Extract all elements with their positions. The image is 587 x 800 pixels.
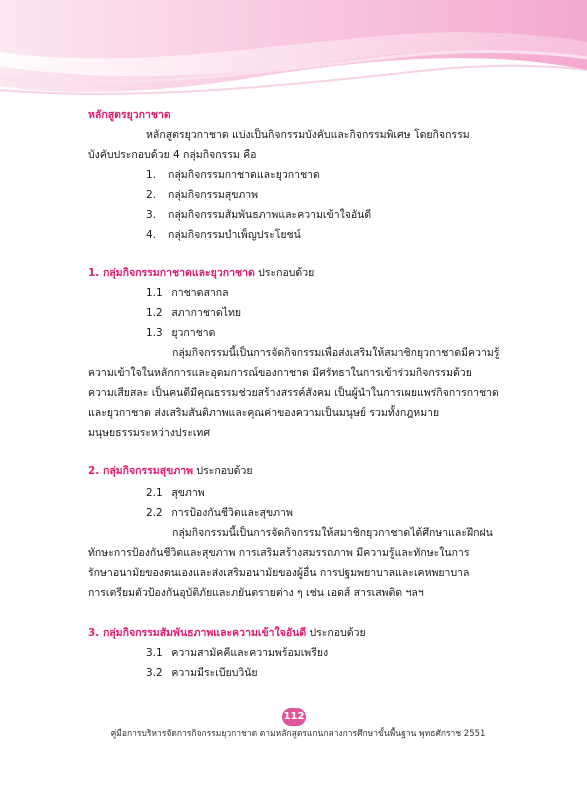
subitem — [146, 646, 328, 660]
subitem — [146, 506, 293, 520]
paragraph-line: ความเสียสละ เป็นคนดีมีคุณธรรมช่วยสร้างสรรค์สังคม เป็นผู้นำในการเผยแพร่กิจการกาชาด — [88, 387, 499, 399]
subitem-number: 2.2 — [146, 507, 163, 519]
paragraph-line: ทักษะการป้องกันชีวิตและสุขภาพ การเสริมสร้างสมรรถภาพ มีความรู้และทักษะในการ — [88, 547, 470, 559]
subitem — [146, 286, 229, 300]
section-heading — [88, 266, 314, 280]
paragraph-line: กลุ่มกิจกรรมนี้เป็นการจัดกิจกรรมให้สมาชิกยุวกาชาดได้ศึกษาและฝึกฝน — [172, 527, 493, 539]
section-3-suffix: ประกอบด้วย — [309, 627, 366, 639]
subitem-text: สภากาชาดไทย — [171, 307, 242, 319]
list-item — [146, 188, 258, 202]
section-1-suffix: ประกอบด้วย — [258, 267, 315, 279]
list-item — [146, 208, 371, 222]
list-item-text: กลุ่มกิจกรรมกาชาดและยุวกาชาด — [168, 169, 320, 181]
document-title: หลักสูตรยุวกาชาด — [88, 109, 171, 121]
list-item-number: 1. — [146, 169, 157, 181]
subitem — [146, 326, 216, 340]
subitem-text: ความสามัคคีและความพร้อมเพรียง — [171, 647, 329, 659]
subitem-text: สุขภาพ — [171, 487, 205, 499]
paragraph-line: มนุษยธรรมระหว่างประเทศ — [88, 427, 211, 439]
intro-line-2: บังคับประกอบด้วย 4 กลุ่มกิจกรรม คือ — [88, 149, 257, 161]
list-item — [146, 168, 320, 182]
paragraph-line: การเตรียมตัวป้องกันอุบัติภัยและภยันตรายต่าง ๆ เช่น เอดส์ สารเสพติด ฯลฯ — [88, 587, 424, 599]
subitem-number: 1.3 — [146, 327, 163, 339]
subitem-number: 3.2 — [146, 667, 163, 679]
subitem-text: กาชาดสากล — [171, 287, 229, 299]
list-item-number: 2. — [146, 189, 157, 201]
subitem — [146, 666, 258, 680]
paragraph-line: รักษาอนามัยของตนเองและส่งเสริมอนามัยของผู้อื่น การปฐมพยาบาลและเคหพยาบาล — [88, 567, 470, 579]
section-heading — [88, 626, 366, 640]
subitem-number: 2.1 — [146, 487, 163, 499]
list-item-text: กลุ่มกิจกรรมบำเพ็ญประโยชน์ — [168, 229, 301, 241]
subitem — [146, 306, 241, 320]
subitem-number: 3.1 — [146, 647, 163, 659]
list-item-number: 3. — [146, 209, 157, 221]
paragraph-line: และยุวกาชาด ส่งเสริมสันติภาพและคุณค่าของความเป็นมนุษย์ รวมทั้งกฎหมาย — [88, 407, 440, 419]
list-item — [146, 228, 301, 242]
page-number-badge: 112 — [282, 708, 306, 726]
subitem-number: 1.2 — [146, 307, 163, 319]
list-item-text: กลุ่มกิจกรรมสัมพันธภาพและความเข้าใจอันดี — [168, 209, 372, 221]
section-2-title: 2. กลุ่มกิจกรรมสุขภาพ — [88, 465, 194, 477]
subitem — [146, 486, 205, 500]
paragraph-line: ความเข้าใจในหลักการและอุดมการณ์ของกาชาด มีศรัทธาในการเข้าร่วมกิจกรรมด้วย — [88, 367, 472, 379]
paragraph-line: กลุ่มกิจกรรมนี้เป็นการจัดกิจกรรมเพื่อส่งเสริมให้สมาชิกยุวกาชาดมีความรู้ — [172, 347, 500, 359]
subitem-text: ยุวกาชาด — [171, 327, 216, 339]
list-item-number: 4. — [146, 229, 157, 241]
page-footer: คู่มือการบริหารจัดการกิจกรรมยุวกาชาด ตามหลักสูตรแกนกลางการศึกษาขั้นพื้นฐาน พุทธศักราช 2551 — [110, 729, 486, 739]
subitem-text: ความมีระเบียบวินัย — [171, 667, 258, 679]
section-3-title: 3. กลุ่มกิจกรรมสัมพันธภาพและความเข้าใจอันดี — [88, 627, 307, 639]
section-heading — [88, 464, 253, 478]
list-item-text: กลุ่มกิจกรรมสุขภาพ — [168, 189, 259, 201]
section-1-title: 1. กลุ่มกิจกรรมกาชาดและยุวกาชาด — [88, 267, 255, 279]
intro-line-1: หลักสูตรยุวกาชาด แบ่งเป็นกิจกรรมบังคับและกิจกรรมพิเศษ โดยกิจกรรม — [146, 129, 470, 141]
subitem-number: 1.1 — [146, 287, 163, 299]
subitem-text: การป้องกันชีวิตและสุขภาพ — [171, 507, 293, 519]
section-2-suffix: ประกอบด้วย — [196, 465, 253, 477]
